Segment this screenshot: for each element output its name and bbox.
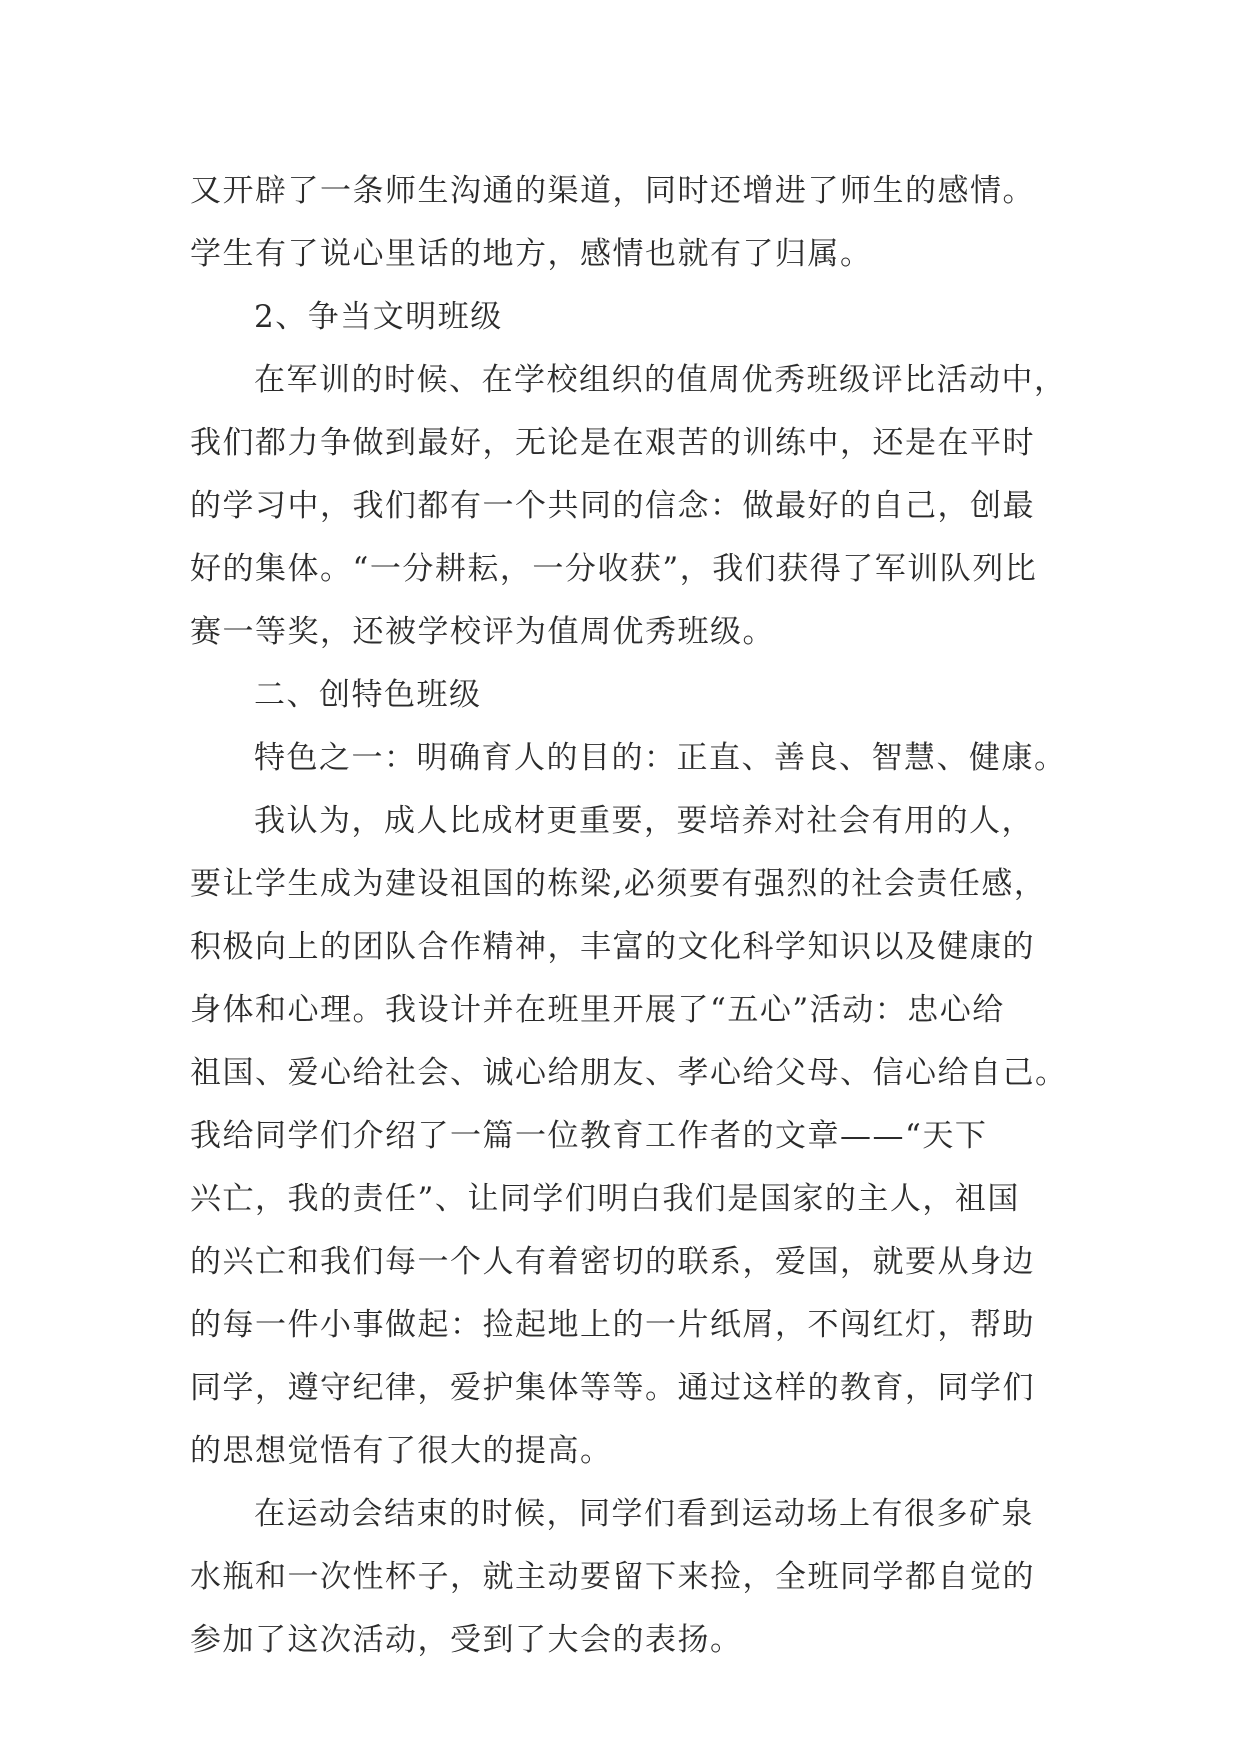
text-line: 兴亡，我的责任”、让同学们明白我们是国家的主人，祖国 <box>190 1181 1020 1217</box>
text-line: 二、创特色班级 <box>254 677 482 713</box>
text-line: 在运动会结束的时候，同学们看到运动场上有很多矿泉 <box>254 1496 1034 1532</box>
text-line: 的学习中，我们都有一个共同的信念：做最好的自己，创最 <box>190 488 1035 524</box>
text-line: 的兴亡和我们每一个人有着密切的联系，爱国，就要从身边 <box>190 1244 1035 1280</box>
text-line: 特色之一：明确育人的目的：正直、善良、智慧、健康。 <box>254 740 1067 776</box>
text-line: 的每一件小事做起：捡起地上的一片纸屑，不闯红灯，帮助 <box>190 1307 1035 1343</box>
text-line: 同学，遵守纪律，爱护集体等等。通过这样的教育，同学们 <box>190 1370 1035 1406</box>
text-line: 祖国、爱心给社会、诚心给朋友、孝心给父母、信心给自己。 <box>190 1055 1068 1091</box>
document-body <box>190 160 1068 1672</box>
text-line: 好的集体。“一分耕耘，一分收获”，我们获得了军训队列比 <box>190 551 1038 587</box>
text-line: 水瓶和一次性杯子，就主动要留下来捡，全班同学都自觉的 <box>190 1559 1035 1595</box>
text-line: 参加了这次活动，受到了大会的表扬。 <box>190 1622 743 1658</box>
text-line: 2、争当文明班级 <box>254 299 503 335</box>
text-line: 我们都力争做到最好，无论是在艰苦的训练中，还是在平时 <box>190 425 1035 461</box>
text-line: 我给同学们介绍了一篇一位教育工作者的文章——“天下 <box>190 1118 988 1154</box>
text-line: 身体和心理。我设计并在班里开展了“五心”活动：忠心给 <box>190 992 1005 1028</box>
text-line: 又开辟了一条师生沟通的渠道，同时还增进了师生的感情。 <box>190 173 1035 209</box>
text-line: 积极向上的团队合作精神，丰富的文化科学知识以及健康的 <box>190 929 1035 965</box>
text-line: 的思想觉悟有了很大的提高。 <box>190 1433 613 1469</box>
text-line: 我认为，成人比成材更重要，要培养对社会有用的人， <box>254 803 1034 839</box>
text-line: 在军训的时候、在学校组织的值周优秀班级评比活动中， <box>254 362 1067 398</box>
text-line: 要让学生成为建设祖国的栋梁,必须要有强烈的社会责任感， <box>190 866 1047 902</box>
text-line: 学生有了说心里话的地方，感情也就有了归属。 <box>190 236 873 272</box>
text-line: 赛一等奖，还被学校评为值周优秀班级。 <box>190 614 775 650</box>
